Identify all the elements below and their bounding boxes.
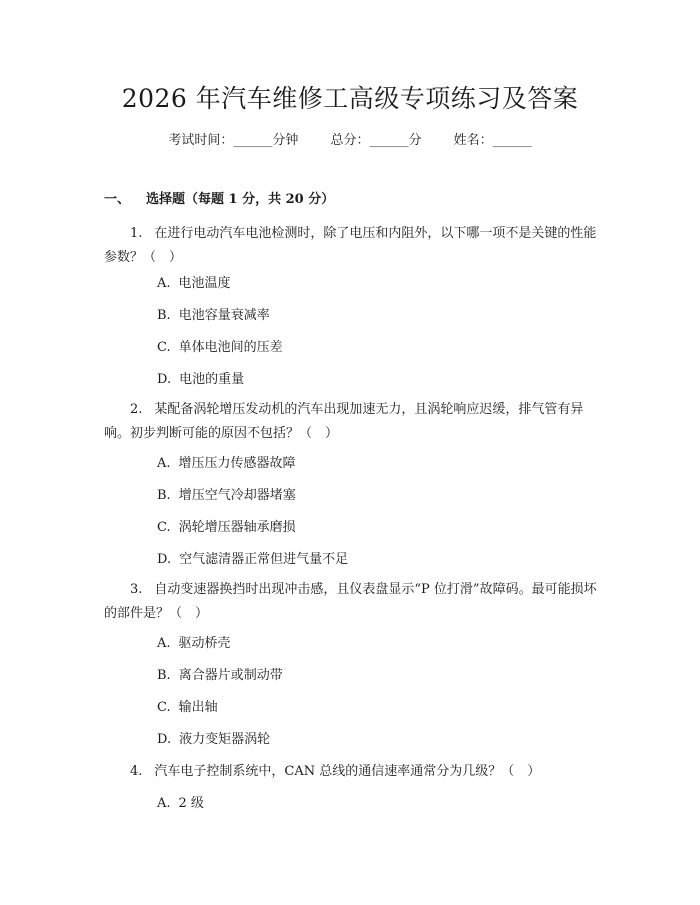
option-letter: D. <box>157 732 172 747</box>
option-text: 电池容量衰减率 <box>178 308 270 323</box>
question-1-option-a <box>157 274 231 294</box>
total-score-field: 总分：______分 <box>330 133 422 148</box>
question-3-option-b <box>157 666 283 686</box>
option-letter: B. <box>157 488 171 503</box>
option-text: 驱动桥壳 <box>178 636 231 651</box>
question-number: 3. <box>130 582 143 597</box>
question-3-option-a <box>157 634 231 654</box>
option-letter: D. <box>157 552 172 567</box>
option-letter: D. <box>157 372 172 387</box>
section-title: 选择题（每题 1 分，共 20 分） <box>146 192 335 207</box>
question-4 <box>104 760 604 784</box>
option-text: 离合器片或制动带 <box>178 668 283 683</box>
option-text: 涡轮增压器轴承磨损 <box>178 520 296 535</box>
question-2-option-c <box>157 518 296 538</box>
option-letter: C. <box>157 520 171 535</box>
option-letter: B. <box>157 308 171 323</box>
question-number: 1. <box>130 226 143 241</box>
question-3-option-c <box>157 698 218 718</box>
question-text: 自动变速器换挡时出现冲击感，且仪表盘显示“P 位打滑”故障码。最可能损坏的部件是？（ ） <box>104 582 597 621</box>
option-text: 单体电池间的压差 <box>178 340 283 355</box>
exam-time-field: 考试时间：______分钟 <box>168 133 299 148</box>
question-1-option-d <box>157 370 244 390</box>
document-title: 2026 年汽车维修工高级专项练习及答案 <box>121 84 579 113</box>
question-text: 在进行电动汽车电池检测时，除了电压和内阻外，以下哪一项不是关键的性能参数？（ ） <box>104 226 597 265</box>
option-text: 电池温度 <box>178 276 231 291</box>
question-1-option-c <box>157 338 283 358</box>
question-text: 某配备涡轮增压发动机的汽车出现加速无力，且涡轮响应迟缓，排气管有异响。初步判断可能的原因不包括？（ ） <box>104 402 584 441</box>
question-number: 4. <box>130 764 143 779</box>
option-text: 输出轴 <box>178 700 218 715</box>
question-2 <box>104 398 604 446</box>
option-text: 增压压力传感器故障 <box>178 456 296 471</box>
section-number: 一、 <box>104 192 131 207</box>
question-number: 2. <box>130 402 143 417</box>
question-3 <box>104 578 604 626</box>
option-text: 电池的重量 <box>179 372 245 387</box>
question-4-option-a <box>157 794 204 814</box>
option-text: 空气滤清器正常但进气量不足 <box>179 552 349 567</box>
question-1 <box>104 222 604 270</box>
option-letter: A. <box>157 636 171 651</box>
question-text: 汽车电子控制系统中，CAN 总线的通信速率通常分为几级？（ ） <box>154 764 541 779</box>
question-2-option-d <box>157 550 348 570</box>
option-letter: A. <box>157 276 171 291</box>
section-heading <box>104 190 334 210</box>
option-letter: C. <box>157 340 171 355</box>
question-2-option-b <box>157 486 296 506</box>
option-letter: C. <box>157 700 171 715</box>
question-3-option-d <box>157 730 270 750</box>
option-letter: A. <box>157 456 171 471</box>
question-1-option-b <box>157 306 270 326</box>
exam-info-row <box>0 131 700 151</box>
option-letter: B. <box>157 668 171 683</box>
option-text: 增压空气冷却器堵塞 <box>178 488 296 503</box>
question-2-option-a <box>157 454 296 474</box>
option-text: 2 级 <box>178 796 204 811</box>
name-field: 姓名：______ <box>453 133 532 148</box>
option-letter: A. <box>157 796 171 811</box>
option-text: 液力变矩器涡轮 <box>179 732 271 747</box>
